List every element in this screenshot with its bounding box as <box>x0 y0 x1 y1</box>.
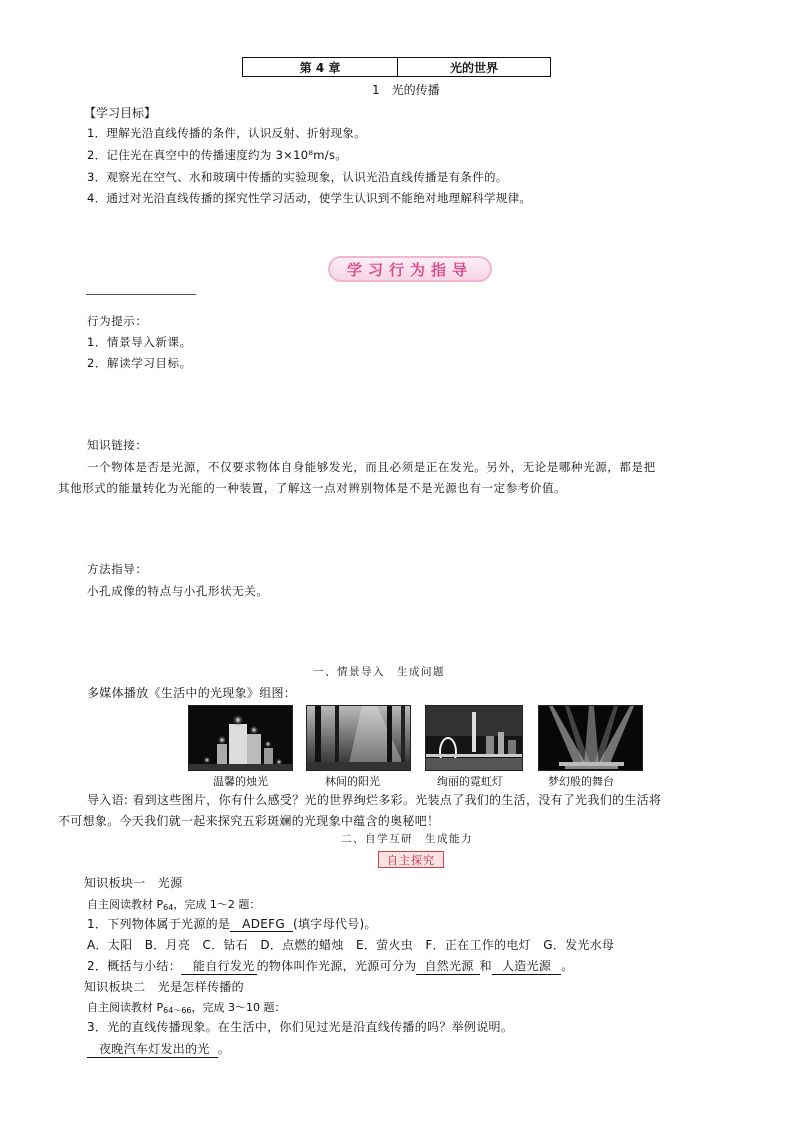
goal-item: 3．观察光在空气、水和玻璃中传播的实验现象，认识光沿直线传播是有条件的。 <box>87 170 508 184</box>
section1-heading: 一、情景导入 生成问题 <box>313 666 445 678</box>
block1-reading-instruction: 自主阅读教材 $P_{64}$，完成 1～2 题： <box>87 898 261 912</box>
forest-photo <box>306 705 411 771</box>
lead-in-text: 不可想象。今天我们就一起来探究五彩斑斓的光现象中蕴含的奥秘吧！ <box>58 814 440 828</box>
answer-blank: 自然光源 <box>416 957 479 975</box>
chapter-title: 光的世界 <box>449 60 498 75</box>
lead-in-text: 导入语: 看到这些图片，你有什么感受？光的世界绚烂多彩。光装点了我们的生活，没有了光我们的生活将 <box>87 793 662 807</box>
answer-blank: 人造光源 <box>492 957 561 975</box>
section1-intro: 多媒体播放《生活中的光现象》组图： <box>87 686 297 700</box>
block1-title: 知识板块一 光源 <box>84 876 183 890</box>
photo-caption: 温馨的烛光 <box>213 775 268 788</box>
self-study-badge: 自主探究 <box>378 851 444 868</box>
behavior-item: 1．情景导入新课。 <box>87 335 192 349</box>
question-3: 3．光的直线传播现象。在生活中，你们见过光是沿直线传播的吗？举例说明。 <box>87 1020 514 1034</box>
stage-photo <box>538 705 643 771</box>
method-text: 小孔成像的特点与小孔形状无关。 <box>87 584 269 598</box>
goal-item: 1．理解光沿直线传播的条件，认识反射、折射现象。 <box>87 126 367 140</box>
chapter-header-table <box>242 57 551 77</box>
guidance-banner-text: 学习行为指导 <box>346 260 473 279</box>
photo-caption: 绚丽的霓虹灯 <box>437 775 503 788</box>
section2-heading: 二、自学互研 生成能力 <box>341 833 473 845</box>
question-1-options: A．太阳 B．月亮 C．钻石 D．点燃的蜡烛 E．萤火虫 F．正在工作的电灯 G．发光水母 <box>87 938 615 952</box>
lesson-title: 1 光的传播 <box>372 83 440 97</box>
behavior-item: 2．解读学习目标。 <box>87 356 192 370</box>
candle-photo <box>188 705 293 771</box>
photo-caption: 林间的阳光 <box>325 775 380 788</box>
question-2: 2．概括与小结： 能自行发光 的物体叫作光源，光源可分为 自然光源 和 人造光源 。 <box>87 959 574 973</box>
answer-blank: 夜晚汽车灯发出的光 <box>87 1040 218 1058</box>
goals-heading: 【学习目标】 <box>84 106 157 120</box>
goal-item: 4．通过对光沿直线传播的探究性学习活动，使学生认识到不能绝对地理解科学规律。 <box>87 191 532 205</box>
method-heading: 方法指导： <box>87 562 148 576</box>
knowledge-link-text: 一个物体是否是光源，不仅要求物体自身能够发光，而且必须是正在发光。另外，无论是哪种光源，都是把 <box>87 460 656 474</box>
guidance-banner <box>328 256 492 282</box>
neon-city-photo <box>425 705 523 771</box>
question-1: 1．下列物体属于光源的是 ADEFG (填字母代号)。 <box>87 917 377 931</box>
knowledge-link-text: 其他形式的能量转化为光能的一种装置，了解这一点对辨别物体是不是光源也有一定参考价值。 <box>58 481 567 495</box>
behavior-heading: 行为提示： <box>87 314 148 328</box>
knowledge-link-heading: 知识链接： <box>87 438 148 452</box>
block2-title: 知识板块二 光是怎样传播的 <box>84 980 244 994</box>
divider-line <box>86 294 196 295</box>
answer-blank: ADEFG <box>230 917 293 932</box>
answer-blank: 能自行发光 <box>181 957 257 975</box>
question-3-answer: 夜晚汽车灯发出的光 。 <box>87 1040 230 1058</box>
goal-item: 2．记住光在真空中的传播速度约为 3×10⁸m/s。 <box>87 148 348 162</box>
chapter-number: 第 4 章 <box>243 58 398 76</box>
block2-reading-instruction: 自主阅读教材 $P_{64\sim 66}$，完成 3～10 题： <box>87 1001 286 1015</box>
photo-caption: 梦幻般的舞台 <box>548 775 614 788</box>
